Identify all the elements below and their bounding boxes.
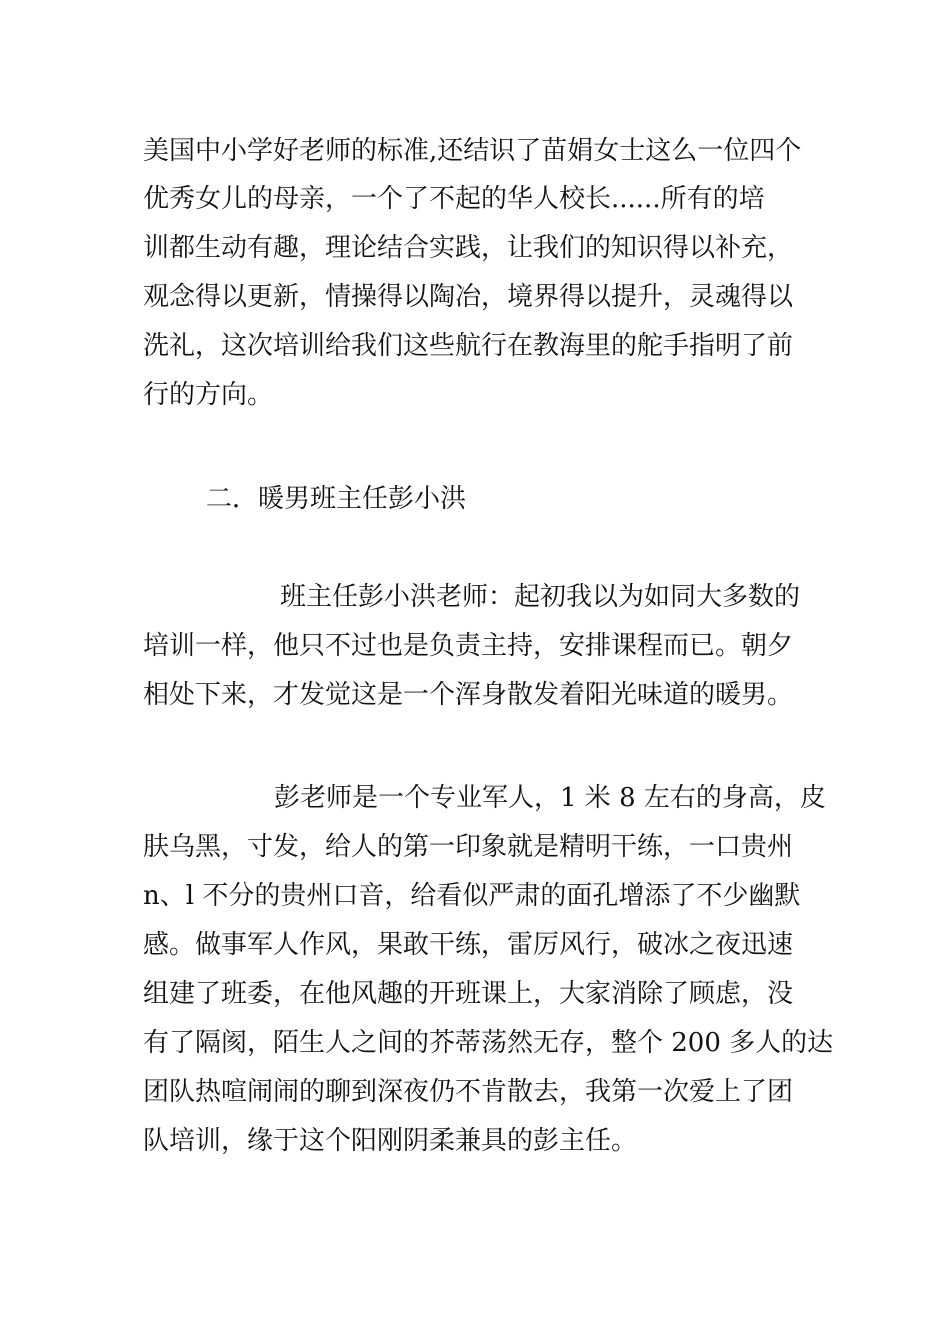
paragraph-line: 感。做事军人作风，果敢干练，雷厉风行，破冰之夜迅速 xyxy=(143,930,794,960)
paragraph-line: 彭老师是一个专业军人，1 米 8 左右的身高，皮 xyxy=(274,783,826,813)
paragraph-line: 洗礼，这次培训给我们这些航行在教海里的舵手指明了前 xyxy=(143,331,794,361)
paragraph-line: 培训一样，他只不过也是负责主持，安排课程而已。朝夕 xyxy=(143,631,794,661)
paragraph-line: 训都生动有趣，理论结合实践，让我们的知识得以补充， xyxy=(143,233,794,263)
paragraph-line: n、l 不分的贵州口音，给看似严肃的面孔增添了不少幽默 xyxy=(143,881,801,911)
paragraph-line: 队培训，缘于这个阳刚阴柔兼具的彭主任。 xyxy=(143,1126,638,1156)
paragraph-line: 班主任彭小洪老师：起初我以为如同大多数的 xyxy=(280,582,801,612)
paragraph-line: 行的方向。 xyxy=(143,380,274,410)
paragraph-line: 观念得以更新，情操得以陶冶，境界得以提升，灵魂得以 xyxy=(143,282,794,312)
paragraph-line: 有了隔阂，陌生人之间的芥蒂荡然无存，整个 200 多人的达 xyxy=(143,1028,834,1058)
paragraph-line: 优秀女儿的母亲，一个了不起的华人校长......所有的培 xyxy=(143,184,765,214)
paragraph-line: 组建了班委，在他风趣的开班课上，大家消除了顾虑，没 xyxy=(143,979,794,1009)
section-heading: 二．暖男班主任彭小洪 xyxy=(206,484,467,514)
paragraph-line: 团队热喧闹闹的聊到深夜仍不肯散去，我第一次爱上了团 xyxy=(143,1077,794,1107)
paragraph-line: 相处下来，才发觉这是一个浑身散发着阳光味道的暖男。 xyxy=(143,680,794,710)
paragraph-line: 肤乌黑，寸发，给人的第一印象就是精明干练，一口贵州 xyxy=(143,832,794,862)
paragraph-line: 美国中小学好老师的标准,还结识了苗娟女士这么一位四个 xyxy=(143,136,802,166)
